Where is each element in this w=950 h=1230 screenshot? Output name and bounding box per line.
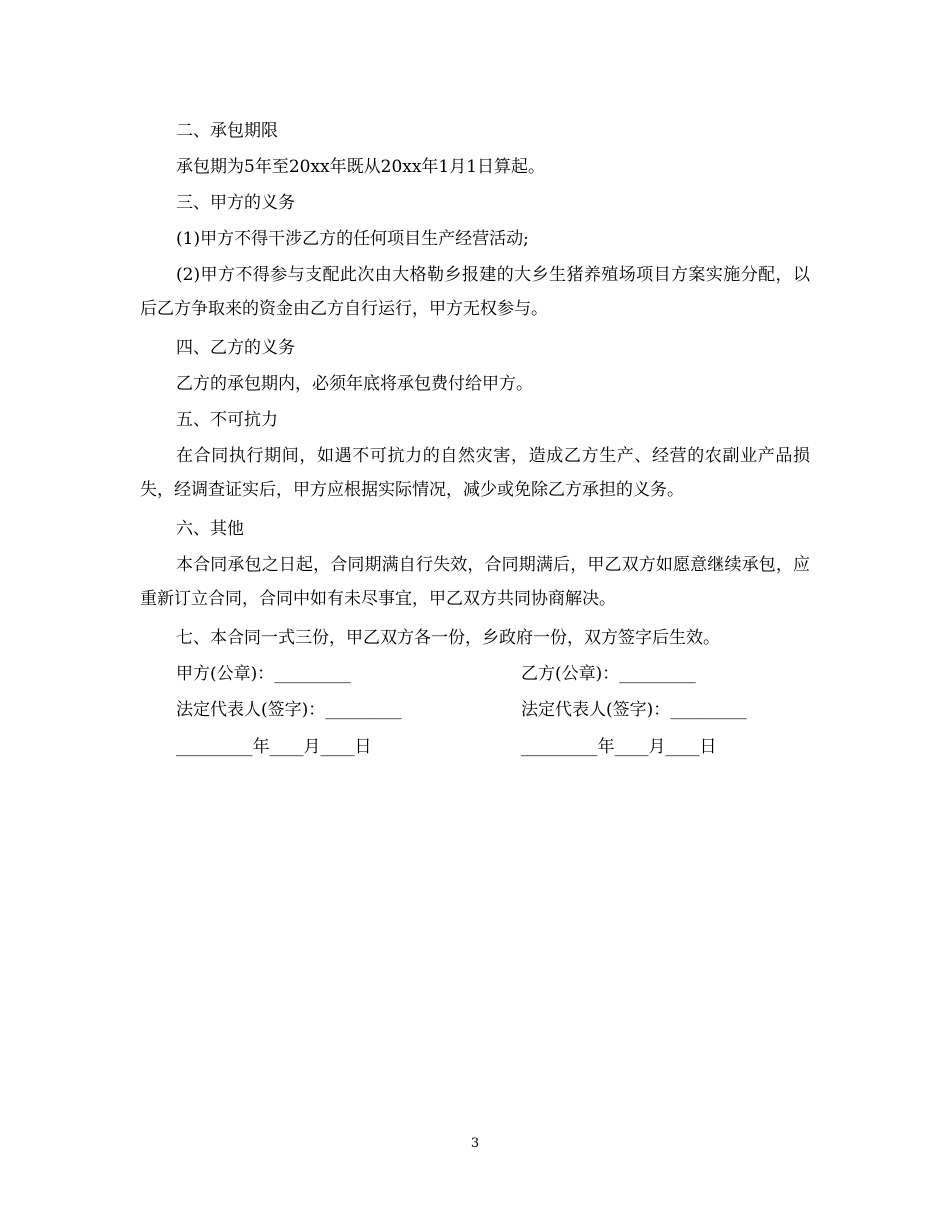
paragraph-other: 本合同承包之日起，合同期满自行失效，合同期满后，甲乙双方如愿意继续承包，应重新订立合同，合同中如有未尽事宜，甲乙双方共同协商解决。 xyxy=(140,555,810,609)
page-number: 3 xyxy=(470,1136,480,1151)
paragraph-force-majeure: 在合同执行期间，如遇不可抗力的自然灾害，造成乙方生产、经营的农副业产品损失，经调查证实后，甲方应根据实际情况，减少或免除乙方承担的义务。 xyxy=(140,446,810,500)
paragraph-party-a-duty-1: (1)甲方不得干涉乙方的任何项目生产经营活动; xyxy=(176,229,529,249)
party-b-representative-line: 法定代表人(签字)：_________ xyxy=(521,700,747,720)
section-heading-force-majeure: 五、不可抗力 xyxy=(176,410,278,430)
party-a-representative-line: 法定代表人(签字)：_________ xyxy=(176,700,402,720)
party-b-seal-line: 乙方(公章)：_________ xyxy=(521,664,696,684)
section-heading-term: 二、承包期限 xyxy=(176,121,278,141)
party-a-date-line: _________年____月____日 xyxy=(176,737,372,757)
party-b-date-line: _________年____月____日 xyxy=(521,737,717,757)
paragraph-copies: 七、本合同一式三份，甲乙双方各一份，乡政府一份，双方签字后生效。 xyxy=(176,628,720,648)
paragraph-party-a-duty-2: (2)甲方不得参与支配此次由大格勒乡报建的大乡生猪养殖场项目方案实施分配，以后乙方争取来的资金由乙方自行运行，甲方无权参与。 xyxy=(140,265,810,319)
section-heading-party-a-duties: 三、甲方的义务 xyxy=(176,193,295,213)
paragraph-term: 承包期为5年至20xx年既从20xx年1月1日算起。 xyxy=(176,157,546,177)
paragraph-party-b-duty: 乙方的承包期内，必须年底将承包费付给甲方。 xyxy=(176,374,533,394)
section-heading-other: 六、其他 xyxy=(176,519,244,539)
section-heading-party-b-duties: 四、乙方的义务 xyxy=(176,338,295,358)
party-a-seal-line: 甲方(公章)：_________ xyxy=(176,664,351,684)
